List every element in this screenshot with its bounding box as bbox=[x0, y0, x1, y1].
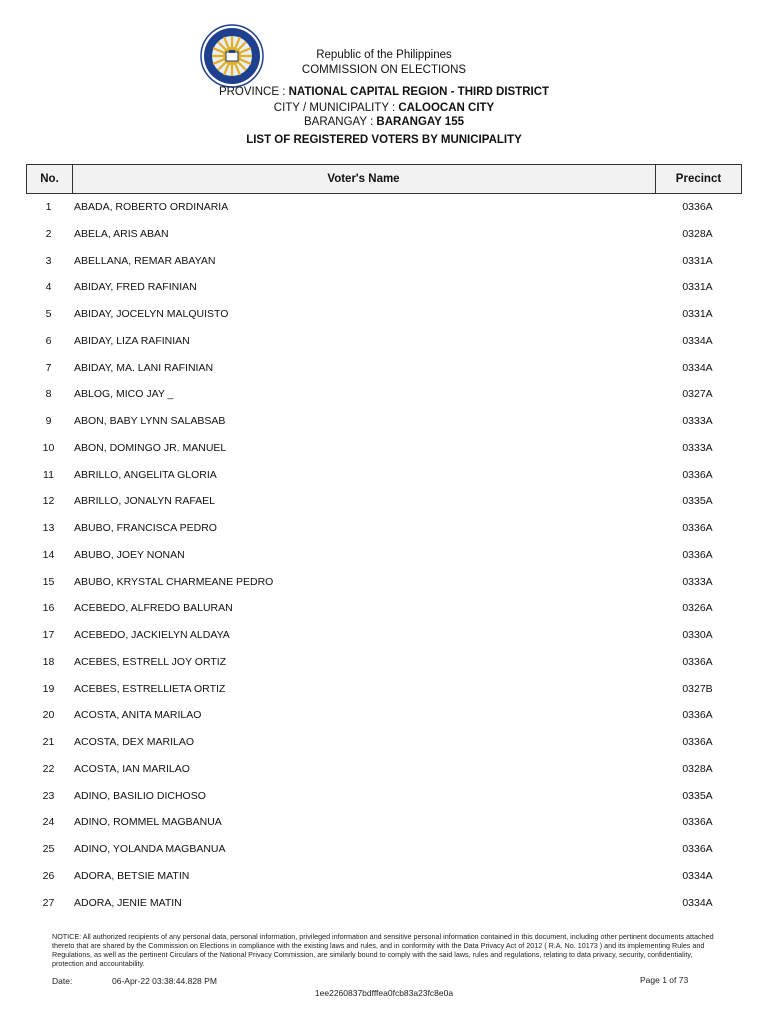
precinct-code: 0334A bbox=[682, 896, 713, 909]
voter-table-body bbox=[26, 194, 742, 916]
row-number: 10 bbox=[42, 441, 55, 454]
province-label: PROVINCE : bbox=[218, 86, 289, 98]
voter-name: ACEBES, ESTRELL JOY ORTIZ bbox=[74, 655, 227, 668]
table-row bbox=[26, 702, 742, 729]
table-header bbox=[26, 164, 742, 194]
city-value: CALOOCAN CITY bbox=[398, 102, 495, 114]
voter-name: ABON, DOMINGO JR. MANUEL bbox=[74, 441, 227, 454]
row-number: 14 bbox=[42, 548, 55, 561]
table-row bbox=[26, 301, 742, 328]
header-province bbox=[0, 85, 768, 99]
precinct-code: 0327A bbox=[682, 388, 713, 401]
precinct-code: 0336A bbox=[682, 522, 713, 534]
precinct-code: 0328A bbox=[682, 762, 713, 775]
footer-date-label: Date: bbox=[52, 976, 73, 986]
precinct-code: 0336A bbox=[682, 709, 713, 722]
precinct-code: 0336A bbox=[682, 201, 713, 213]
row-number: 3 bbox=[45, 254, 52, 267]
row-number: 18 bbox=[42, 655, 55, 668]
precinct-code: 0330A bbox=[682, 629, 713, 641]
voter-name: ACOSTA, ANITA MARILAO bbox=[74, 709, 202, 722]
voter-name: ABLOG, MICO JAY _ bbox=[74, 388, 174, 401]
table-row bbox=[26, 569, 742, 596]
table-row bbox=[26, 863, 742, 890]
row-number: 4 bbox=[45, 281, 52, 294]
table-row bbox=[26, 328, 742, 355]
voter-name: ADORA, JENIE MATIN bbox=[74, 896, 182, 909]
row-number: 5 bbox=[45, 308, 52, 320]
row-number: 19 bbox=[42, 682, 55, 695]
column-header-no: No. bbox=[27, 165, 73, 193]
voter-name: ABIDAY, MA. LANI RAFINIAN bbox=[74, 361, 214, 374]
voter-name: ACEBEDO, ALFREDO BALURAN bbox=[74, 602, 233, 615]
voter-name: ABRILLO, JONALYN RAFAEL bbox=[74, 495, 216, 508]
precinct-code: 0336A bbox=[682, 655, 713, 668]
voter-name: ADINO, ROMMEL MAGBANUA bbox=[74, 816, 222, 829]
footer-date-value: 06-Apr-22 03:38:44.828 PM bbox=[112, 976, 217, 986]
precinct-code: 0333A bbox=[682, 441, 713, 454]
row-number: 9 bbox=[45, 415, 52, 427]
precinct-code: 0335A bbox=[682, 495, 713, 508]
voter-name: ABELA, ARIS ABAN bbox=[74, 227, 169, 240]
precinct-code: 0336A bbox=[682, 843, 713, 855]
barangay-value: BARANGAY 155 bbox=[376, 116, 464, 128]
table-row bbox=[26, 274, 742, 301]
voter-name: ABUBO, FRANCISCA PEDRO bbox=[74, 522, 217, 534]
voter-name: ACOSTA, IAN MARILAO bbox=[74, 762, 190, 775]
row-number: 2 bbox=[45, 227, 52, 240]
voter-name: ABIDAY, JOCELYN MALQUISTO bbox=[74, 308, 229, 320]
footer-hash: 1ee2260837bdfffea0fcb83a23fc8e0a bbox=[314, 988, 454, 998]
province-value: NATIONAL CAPITAL REGION - THIRD DISTRICT bbox=[288, 86, 550, 98]
row-number: 1 bbox=[45, 201, 52, 213]
voter-name: ADINO, YOLANDA MAGBANUA bbox=[74, 843, 226, 855]
precinct-code: 0334A bbox=[682, 334, 713, 347]
table-row bbox=[26, 408, 742, 435]
privacy-notice: NOTICE: All authorized recipients of any personal data, personal information, privileged information and sensitive personal information contained in this document, including other pertinent documents attached thereto that are shared by the Commission on Elections in compliance with the existing laws and rules, and in conformity with the Data Privacy Act of 2012 ( R.A. No. 10173 ) and its implementing Rules and Regulations, as well as the pertinent Circulars of the National Privacy Commission, are similarly bound to comply with the said laws, rules and regulations, relating to data privacy, security, confidentiality, protection and accountability. bbox=[52, 932, 714, 968]
voter-name: ABADA, ROBERTO ORDINARIA bbox=[74, 201, 229, 213]
precinct-code: 0336A bbox=[682, 548, 713, 561]
table-row bbox=[26, 809, 742, 836]
row-number: 6 bbox=[45, 334, 52, 347]
table-row bbox=[26, 355, 742, 382]
row-number: 16 bbox=[42, 602, 55, 615]
footer-page-number: Page 1 of 73 bbox=[640, 975, 689, 985]
row-number: 13 bbox=[42, 522, 55, 534]
table-row bbox=[26, 515, 742, 542]
voter-name: ABON, BABY LYNN SALABSAB bbox=[74, 415, 226, 427]
header-commission: COMMISSION ON ELECTIONS bbox=[301, 64, 467, 76]
voter-name: ABIDAY, LIZA RAFINIAN bbox=[74, 334, 190, 347]
row-number: 24 bbox=[42, 816, 55, 829]
row-number: 26 bbox=[42, 869, 55, 882]
table-row bbox=[26, 729, 742, 756]
header-barangay bbox=[0, 115, 768, 129]
voter-name: ADINO, BASILIO DICHOSO bbox=[74, 789, 206, 802]
row-number: 20 bbox=[42, 709, 55, 722]
row-number: 22 bbox=[42, 762, 55, 775]
table-row bbox=[26, 488, 742, 515]
precinct-code: 0335A bbox=[682, 789, 713, 802]
voter-name: ACEBES, ESTRELLIETA ORTIZ bbox=[74, 682, 226, 695]
table-row bbox=[26, 676, 742, 703]
row-number: 21 bbox=[42, 736, 55, 748]
precinct-code: 0333A bbox=[682, 415, 713, 427]
table-row bbox=[26, 595, 742, 622]
table-row bbox=[26, 756, 742, 783]
voter-name: ABRILLO, ANGELITA GLORIA bbox=[74, 468, 217, 481]
row-number: 23 bbox=[42, 789, 55, 802]
table-row bbox=[26, 542, 742, 569]
voter-name: ADORA, BETSIE MATIN bbox=[74, 869, 190, 882]
table-row bbox=[26, 890, 742, 917]
precinct-code: 0327B bbox=[682, 682, 713, 695]
precinct-code: 0336A bbox=[682, 468, 713, 481]
table-row bbox=[26, 194, 742, 221]
table-row bbox=[26, 783, 742, 810]
precinct-code: 0333A bbox=[682, 575, 713, 588]
header-republic: Republic of the Philippines bbox=[316, 49, 452, 61]
barangay-label: BARANGAY : bbox=[303, 116, 377, 128]
voter-name: ABUBO, JOEY NONAN bbox=[74, 548, 185, 561]
row-number: 11 bbox=[43, 468, 54, 481]
row-number: 17 bbox=[42, 629, 55, 641]
table-row bbox=[26, 622, 742, 649]
voter-name: ABUBO, KRYSTAL CHARMEANE PEDRO bbox=[74, 575, 274, 588]
row-number: 8 bbox=[45, 388, 52, 401]
precinct-code: 0326A bbox=[682, 602, 713, 615]
voter-name: ACEBEDO, JACKIELYN ALDAYA bbox=[74, 629, 230, 641]
row-number: 15 bbox=[42, 575, 55, 588]
list-title: LIST OF REGISTERED VOTERS BY MUNICIPALITY bbox=[246, 134, 522, 146]
voter-name: ABELLANA, REMAR ABAYAN bbox=[74, 254, 216, 267]
table-row bbox=[26, 221, 742, 248]
header-city bbox=[0, 101, 768, 115]
row-number: 27 bbox=[42, 896, 55, 909]
voter-name: ABIDAY, FRED RAFINIAN bbox=[74, 281, 197, 294]
table-row bbox=[26, 381, 742, 408]
row-number: 7 bbox=[45, 361, 52, 374]
precinct-code: 0334A bbox=[682, 361, 713, 374]
row-number: 12 bbox=[42, 495, 55, 508]
voter-name: ACOSTA, DEX MARILAO bbox=[74, 736, 194, 748]
table-row bbox=[26, 435, 742, 462]
table-row bbox=[26, 649, 742, 676]
city-label: CITY / MUNICIPALITY : bbox=[273, 102, 399, 114]
column-header-name: Voter's Name bbox=[72, 165, 656, 193]
table-row bbox=[26, 462, 742, 489]
table-row bbox=[26, 836, 742, 863]
precinct-code: 0328A bbox=[682, 227, 713, 240]
precinct-code: 0331A bbox=[682, 254, 713, 267]
precinct-code: 0336A bbox=[682, 816, 713, 829]
precinct-code: 0334A bbox=[682, 869, 713, 882]
precinct-code: 0331A bbox=[682, 281, 713, 294]
precinct-code: 0336A bbox=[682, 736, 713, 748]
row-number: 25 bbox=[42, 843, 55, 855]
precinct-code: 0331A bbox=[682, 308, 713, 320]
table-row bbox=[26, 248, 742, 275]
column-header-precinct: Precinct bbox=[675, 173, 722, 185]
